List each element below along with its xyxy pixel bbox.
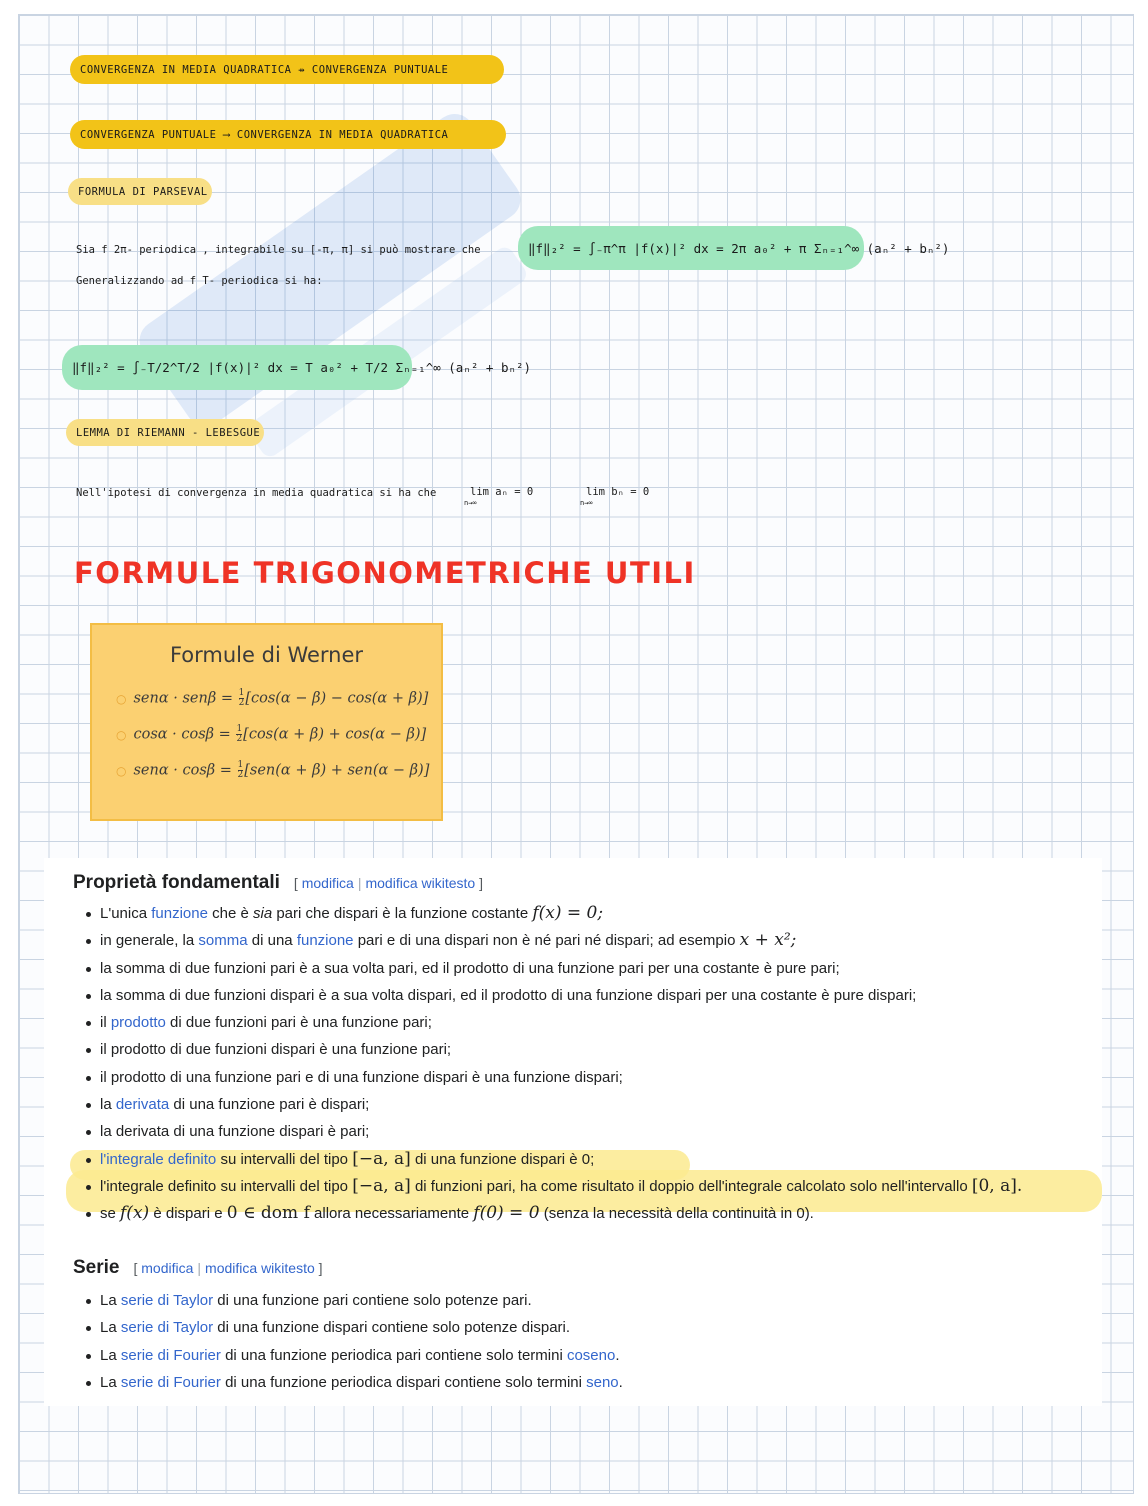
link-prodotto[interactable]: prodotto	[110, 1014, 166, 1032]
list-item: il prodotto di una funzione pari e di una funzione dispari è una funzione dispari;	[74, 1064, 1022, 1091]
list-item: il prodotto di due funzioni dispari è una funzione pari;	[74, 1036, 1022, 1063]
section-edit-links: [ modifica | modifica wikitesto ]	[133, 1260, 323, 1276]
properties-list	[74, 900, 1022, 1228]
generalization-text: Generalizzando ad f T- periodica si ha:	[76, 275, 323, 287]
link-serie-fourier[interactable]: serie di Fourier	[120, 1346, 221, 1364]
link-funzione[interactable]: funzione	[296, 932, 354, 950]
lim-a-formula: lim aₙ = 0	[470, 486, 534, 498]
list-item: La serie di Taylor di una funzione dispari contiene solo potenze dispari.	[74, 1314, 623, 1341]
bullet-icon: ○	[116, 691, 127, 706]
link-coseno[interactable]: coseno	[566, 1346, 616, 1364]
werner-row-1: ○ senα · senβ = $\frac{1}{2}$ [cos(α − β) − cos(α + β)]	[116, 688, 429, 708]
link-somma[interactable]: somma	[198, 932, 248, 950]
link-seno[interactable]: seno	[586, 1373, 619, 1391]
list-item: L'unica funzione che è sia pari che dispari è la funzione costante f(x) = 0;	[74, 900, 1022, 927]
section-title-proprieta: Proprietà fondamentali [ modifica | modifica wikitesto ]	[73, 872, 483, 893]
list-item: la somma di due funzioni dispari è a sua volta dispari, ed il prodotto di una funzione dispari per una costante è pure dispari;	[74, 982, 1022, 1009]
list-item: l'integrale definito su intervalli del tipo [−a, a] di funzioni pari, ha come risultato il doppio dell'integrale calcolato solo nell'intervallo [0, a].	[74, 1173, 1022, 1200]
bullet-icon: ○	[116, 727, 127, 742]
link-derivata[interactable]: derivata	[115, 1096, 170, 1114]
parseval-formula: ‖f‖₂² = ∫₋π^π |f(x)|² dx = 2π a₀² + π Σₙ₌₁^∞ (aₙ² + bₙ²)	[518, 226, 864, 270]
edit-wikitext-link[interactable]: modifica wikitesto	[365, 875, 476, 891]
list-item: la derivata di una funzione pari è dispari;	[74, 1091, 1022, 1118]
note-pill-parseval: FORMULA DI PARSEVAL	[68, 178, 212, 205]
werner-title: Formule di Werner	[169, 643, 364, 667]
list-item: la derivata di una funzione dispari è pari;	[74, 1118, 1022, 1145]
general-formula: ‖f‖₂² = ∫₋T/2^T/2 |f(x)|² dx = T a₀² + T/2 Σₙ₌₁^∞ (aₙ² + bₙ²)	[62, 345, 412, 390]
parseval-text: Sia f 2π- periodica , integrabile su [-π, π] si può mostrare che	[76, 244, 481, 256]
link-integrale-definito[interactable]: l'integrale definito	[100, 1150, 217, 1168]
edit-wikitext-link[interactable]: modifica wikitesto	[205, 1260, 315, 1276]
list-item: La serie di Fourier di una funzione periodica dispari contiene solo termini seno.	[74, 1369, 623, 1396]
section-edit-links: [ modifica | modifica wikitesto ]	[293, 875, 483, 891]
link-funzione[interactable]: funzione	[151, 905, 208, 922]
werner-row-3: ○ senα · cosβ = $\frac{1}{2}$ [sen(α + β) + sen(α − β)]	[116, 760, 430, 780]
list-item: l'integrale definito su intervalli del tipo [−a, a] di una funzione dispari è 0;	[74, 1146, 1022, 1173]
lim-a-subscript: n→∞	[464, 499, 477, 507]
edit-link[interactable]: modifica	[141, 1260, 194, 1276]
werner-formulas-box	[90, 623, 443, 821]
list-item: in generale, la somma di una funzione pari e di una dispari non è né pari né dispari; ad esempio x + x²;	[74, 927, 1022, 954]
list-item: se f(x) è dispari e 0 ∈ dom f allora necessariamente f(0) = 0 (senza la necessità della continuità in 0).	[74, 1200, 1022, 1227]
lim-b-subscript: n→∞	[580, 499, 593, 507]
trig-formulas-heading: FORMULE TRIGONOMETRICHE UTILI	[74, 556, 696, 590]
list-item: La serie di Fourier di una funzione periodica pari contiene solo termini coseno.	[74, 1342, 623, 1369]
note-pill-convergence-2: CONVERGENZA PUNTUALE ⟶ CONVERGENZA IN MEDIA QUADRATICA	[70, 120, 506, 149]
list-item: il prodotto di due funzioni pari è una funzione pari;	[74, 1009, 1022, 1036]
list-item: La serie di Taylor di una funzione pari contiene solo potenze pari.	[74, 1287, 623, 1314]
bullet-icon: ○	[116, 763, 127, 778]
note-pill-convergence-1: CONVERGENZA IN MEDIA QUADRATICA ⇸ CONVERGENZA PUNTUALE	[70, 55, 504, 84]
edit-link[interactable]: modifica	[301, 875, 354, 891]
note-pill-riemann-lebesgue: LEMMA DI RIEMANN - LEBESGUE	[66, 419, 264, 446]
link-serie-taylor[interactable]: serie di Taylor	[120, 1319, 214, 1337]
link-serie-taylor[interactable]: serie di Taylor	[120, 1292, 214, 1309]
serie-list	[74, 1287, 623, 1396]
link-serie-fourier[interactable]: serie di Fourier	[120, 1373, 221, 1391]
section-title-serie: Serie [ modifica | modifica wikitesto ]	[73, 1257, 323, 1278]
riemann-text: Nell'ipotesi di convergenza in media quadratica si ha che	[76, 487, 437, 499]
lim-b-formula: lim bₙ = 0	[586, 486, 650, 498]
werner-row-2: ○ cosα · cosβ = $\frac{1}{2}$ [cos(α + β) + cos(α − β)]	[116, 724, 427, 744]
list-item: la somma di due funzioni pari è a sua volta pari, ed il prodotto di una funzione pari per una costante è pure pari;	[74, 955, 1022, 982]
